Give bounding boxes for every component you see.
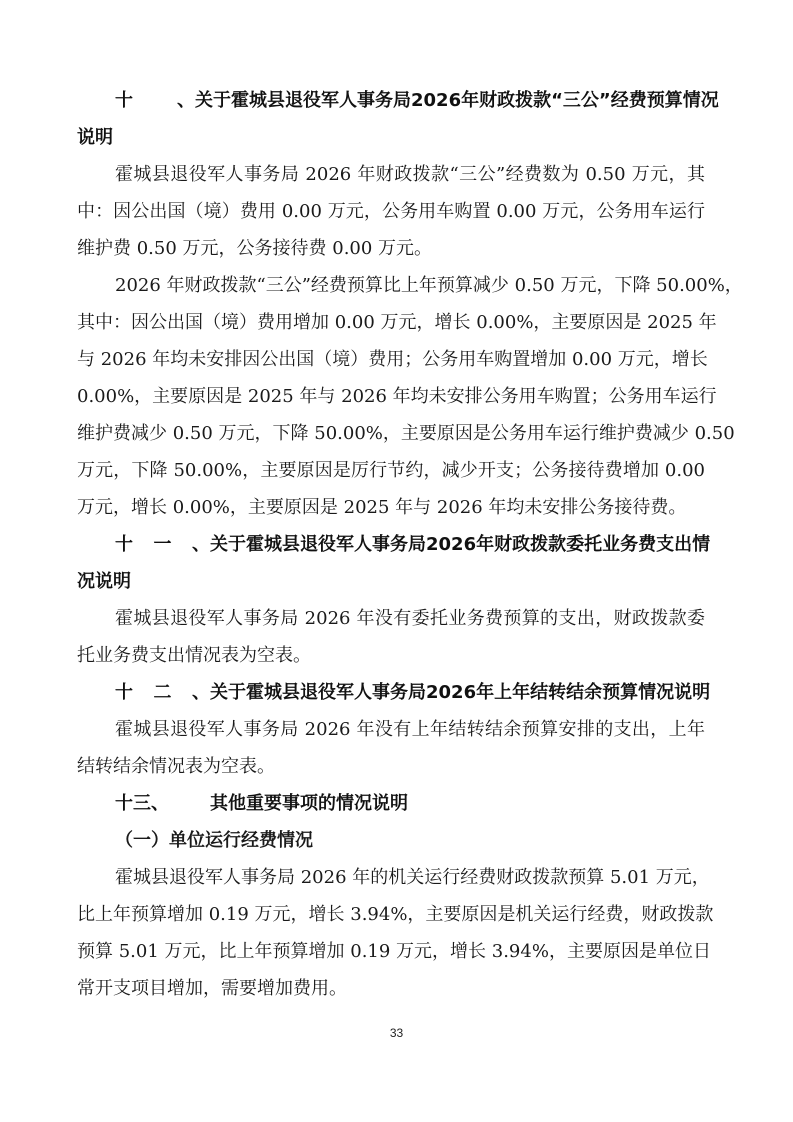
section-title: 其他重要事项的情况说明 <box>210 793 408 814</box>
paragraph-line: 霍城县退役军人事务局 2026 年没有委托业务费预算的支出，财政拨款委 <box>115 608 705 629</box>
paragraph-line: 霍城县退役军人事务局 2026 年财政拨款“三公”经费数为 0.50 万元，其 <box>115 164 705 185</box>
paragraph-line: 万元，下降 50.00%，主要原因是厉行节约，减少开支；公务接待费增加 0.00 <box>77 460 705 481</box>
subsection-heading: （一）单位运行经费情况 <box>115 830 313 851</box>
paragraph-line: 万元，增长 0.00%，主要原因是 2025 年与 2026 年均未安排公务接待费。 <box>77 497 687 518</box>
paragraph-line: 比上年预算增加 0.19 万元，增长 3.94%，主要原因是机关运行经费，财政拨款 <box>77 904 714 925</box>
paragraph-line: 预算 5.01 万元，比上年预算增加 0.19 万元，增长 3.94%，主要原因是单位日 <box>77 941 711 962</box>
paragraph-line: 常开支项目增加，需要增加费用。 <box>77 978 347 999</box>
document-page <box>77 82 743 1007</box>
section-13-heading <box>77 785 705 822</box>
section-number: 十二、 <box>115 682 210 703</box>
section-title: 关于霍城县退役军人事务局2026年财政拨款委托业务费支出情 <box>210 534 711 555</box>
section-number: 十、 <box>115 90 195 111</box>
paragraph-line: 其中：因公出国（境）费用增加 0.00 万元，增长 0.00%，主要原因是 2025 年 <box>77 312 717 333</box>
paragraph-line: 维护费 0.50 万元，公务接待费 0.00 万元。 <box>77 238 433 259</box>
paragraph-line: 霍城县退役军人事务局 2026 年的机关运行经费财政拨款预算 5.01 万元， <box>115 867 710 888</box>
section-title: 关于霍城县退役军人事务局2026年上年结转结余预算情况说明 <box>210 682 711 703</box>
section-10-heading <box>77 82 719 119</box>
paragraph-line: 托业务费支出情况表为空表。 <box>77 645 311 666</box>
section-10-heading-cont: 说明 <box>77 127 113 148</box>
page-number: 33 <box>389 1026 404 1040</box>
paragraph-line: 中：因公出国（境）费用 0.00 万元，公务用车购置 0.00 万元，公务用车运行 <box>77 201 705 222</box>
section-number: 十一、 <box>115 534 210 555</box>
section-title: 关于霍城县退役军人事务局2026年财政拨款“三公”经费预算情况 <box>195 90 719 111</box>
paragraph-line: 与 2026 年均未安排因公出国（境）费用；公务用车购置增加 0.00 万元，增长 <box>77 349 708 370</box>
paragraph-line: 霍城县退役军人事务局 2026 年没有上年结转结余预算安排的支出，上年 <box>115 719 705 740</box>
section-12-heading <box>77 674 711 711</box>
section-11-heading <box>77 526 711 563</box>
section-number: 十三、 <box>115 793 169 814</box>
paragraph-line: 0.00%，主要原因是 2025 年与 2026 年均未安排公务用车购置；公务用车运行 <box>77 386 717 407</box>
section-11-heading-cont: 况说明 <box>77 571 131 592</box>
paragraph-line: 2026 年财政拨款“三公”经费预算比上年预算减少 0.50 万元，下降 50.00%， <box>115 275 743 296</box>
paragraph-line: 结转结余情况表为空表。 <box>77 756 275 777</box>
paragraph-line: 维护费减少 0.50 万元，下降 50.00%，主要原因是公务用车运行维护费减少 0.50 <box>77 423 735 444</box>
